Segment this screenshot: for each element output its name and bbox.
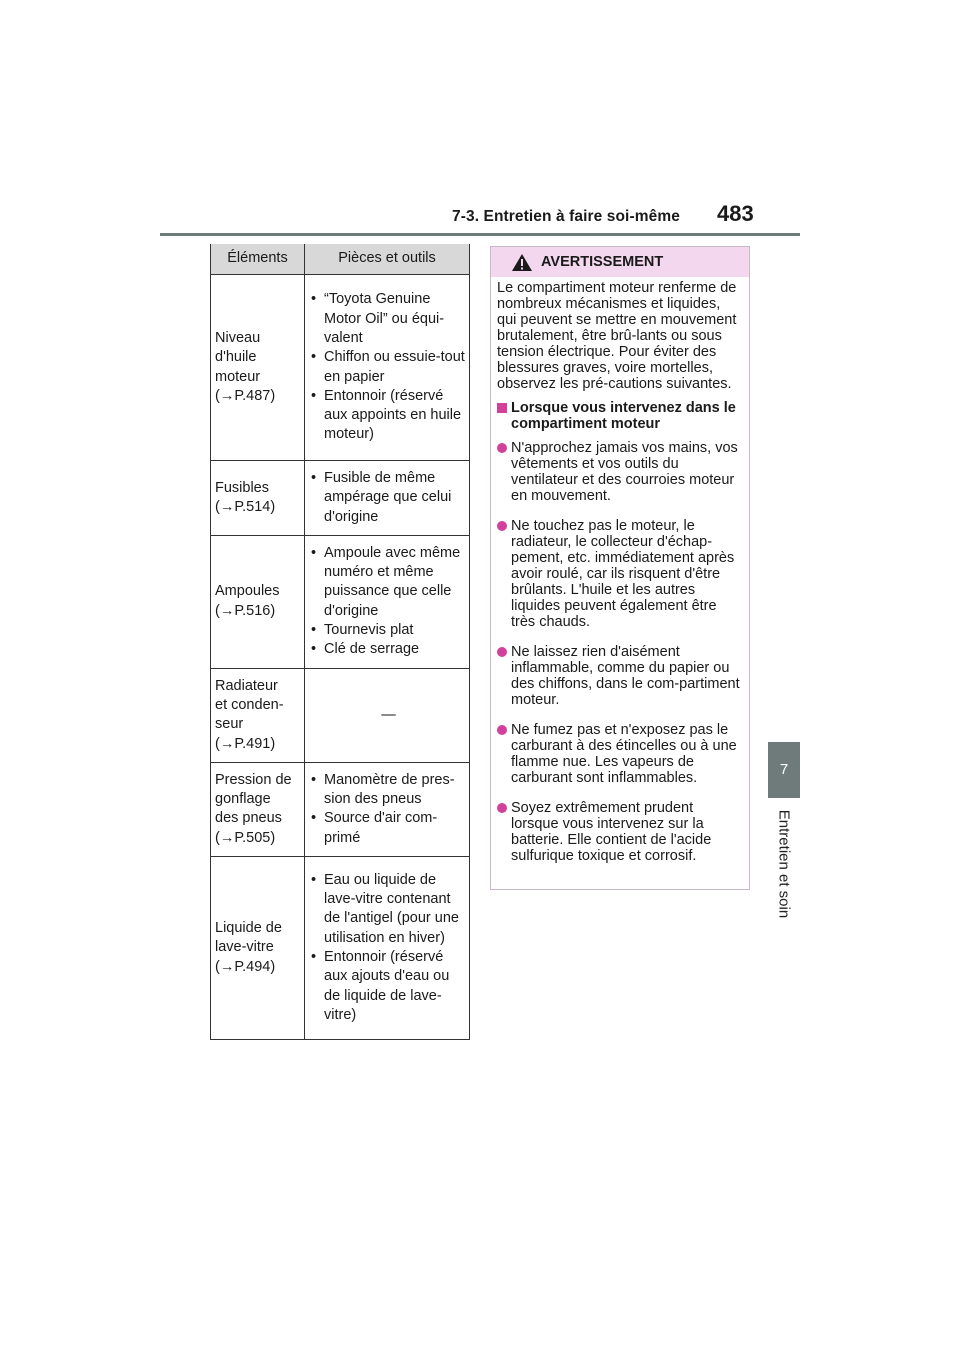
list-item: • Clé de serrage (311, 640, 466, 659)
round-bullet-icon (497, 521, 507, 531)
warning-triangle-icon (511, 253, 533, 272)
warning-title: AVERTISSEMENT (541, 254, 664, 270)
warning-bullet: N'approchez jamais vos mains, vos vêtements et vos outils du ventilateur et des courroies moteur en mouvement. (497, 440, 743, 504)
tools-cell (305, 857, 470, 1040)
warning-body (491, 277, 749, 864)
column-header-tools: Pièces et outils (305, 244, 470, 275)
warning-bullet: Ne fumez pas et n'exposez pas le carburant à des étincelles ou à une flamme nue. Les vapeurs de carburant sont inflammables. (497, 722, 743, 786)
list-item: • Entonnoir (réservé aux ajouts d'eau ou de liquide de lave-vitre) (311, 948, 466, 1025)
section-title: 7-3. Entretien à faire soi-même (452, 208, 680, 225)
warning-header (491, 247, 749, 277)
element-cell: Ampoules (→P.516) (211, 535, 305, 668)
table-row (211, 857, 470, 1040)
list-item: • Ampoule avec même numéro et même puissance que celle d'origine (311, 544, 466, 621)
warning-intro: Le compartiment moteur renferme de nombreux mécanismes et liquides, qui peuvent se mettre en mouvement brutalement, être brû-lants ou sous tension électrique. Pour éviter des blessures graves, voire mortelles, observez les pré-cautions suivantes. (497, 280, 737, 392)
list-item: • “Toyota Genuine Motor Oil” ou équi-valent (311, 290, 466, 348)
table-header-row (211, 244, 470, 275)
list-item: • Manomètre de pres-sion des pneus (311, 771, 466, 810)
table-row (211, 535, 470, 668)
table-row (211, 275, 470, 461)
empty-dash: — (381, 706, 396, 723)
table-row (211, 762, 470, 856)
element-cell: Fusibles (→P.514) (211, 461, 305, 536)
warning-bullet: Ne laissez rien d'aisément inflammable, comme du papier ou des chiffons, dans le com-partiment moteur. (497, 644, 743, 708)
chapter-title: Entretien et soin (775, 809, 793, 919)
square-bullet-icon (497, 403, 507, 413)
list-item: • Entonnoir (réservé aux appoints en huile moteur) (311, 387, 466, 445)
element-cell: Liquide de lave-vitre (→P.494) (211, 857, 305, 1040)
parts-tools-table (210, 244, 470, 1040)
round-bullet-icon (497, 803, 507, 813)
table-row (211, 461, 470, 536)
element-cell: Pression de gonflage des pneus (→P.505) (211, 762, 305, 856)
chapter-side-label (768, 798, 800, 930)
tools-cell (305, 461, 470, 536)
tools-cell (305, 668, 470, 762)
warning-subheading: Lorsque vous intervenez dans le compartiment moteur (497, 400, 743, 432)
list-item: • Source d'air com-primé (311, 809, 466, 848)
tools-cell (305, 762, 470, 856)
round-bullet-icon (497, 647, 507, 657)
chapter-number-tab: 7 (768, 742, 800, 798)
element-cell: Niveau d'huile moteur (→P.487) (211, 275, 305, 461)
page-number: 483 (717, 201, 754, 226)
warning-bullet: Soyez extrêmement prudent lorsque vous intervenez sur la batterie. Elle contient de l'acide sulfurique toxique et corrosif. (497, 800, 743, 864)
element-cell: Radiateur et conden- seur (→P.491) (211, 668, 305, 762)
list-item: • Eau ou liquide de lave-vitre contenant de l'antigel (pour une utilisation en hiver) (311, 871, 466, 948)
warning-bullet: Ne touchez pas le moteur, le radiateur, le collecteur d'échap-pement, etc. immédiatement après avoir roulé, car ils risquent d'être brûlants. L'huile et les autres liquides peuvent également être très chauds. (497, 518, 743, 630)
warning-box (490, 246, 750, 890)
table-row (211, 668, 470, 762)
header-rule (160, 233, 800, 236)
column-header-elements: Éléments (211, 244, 305, 275)
round-bullet-icon (497, 725, 507, 735)
tools-cell (305, 535, 470, 668)
list-item: • Fusible de même ampérage que celui d'origine (311, 469, 466, 527)
tools-cell (305, 275, 470, 461)
list-item: • Tournevis plat (311, 621, 466, 640)
list-item: • Chiffon ou essuie-tout en papier (311, 348, 466, 387)
round-bullet-icon (497, 443, 507, 453)
